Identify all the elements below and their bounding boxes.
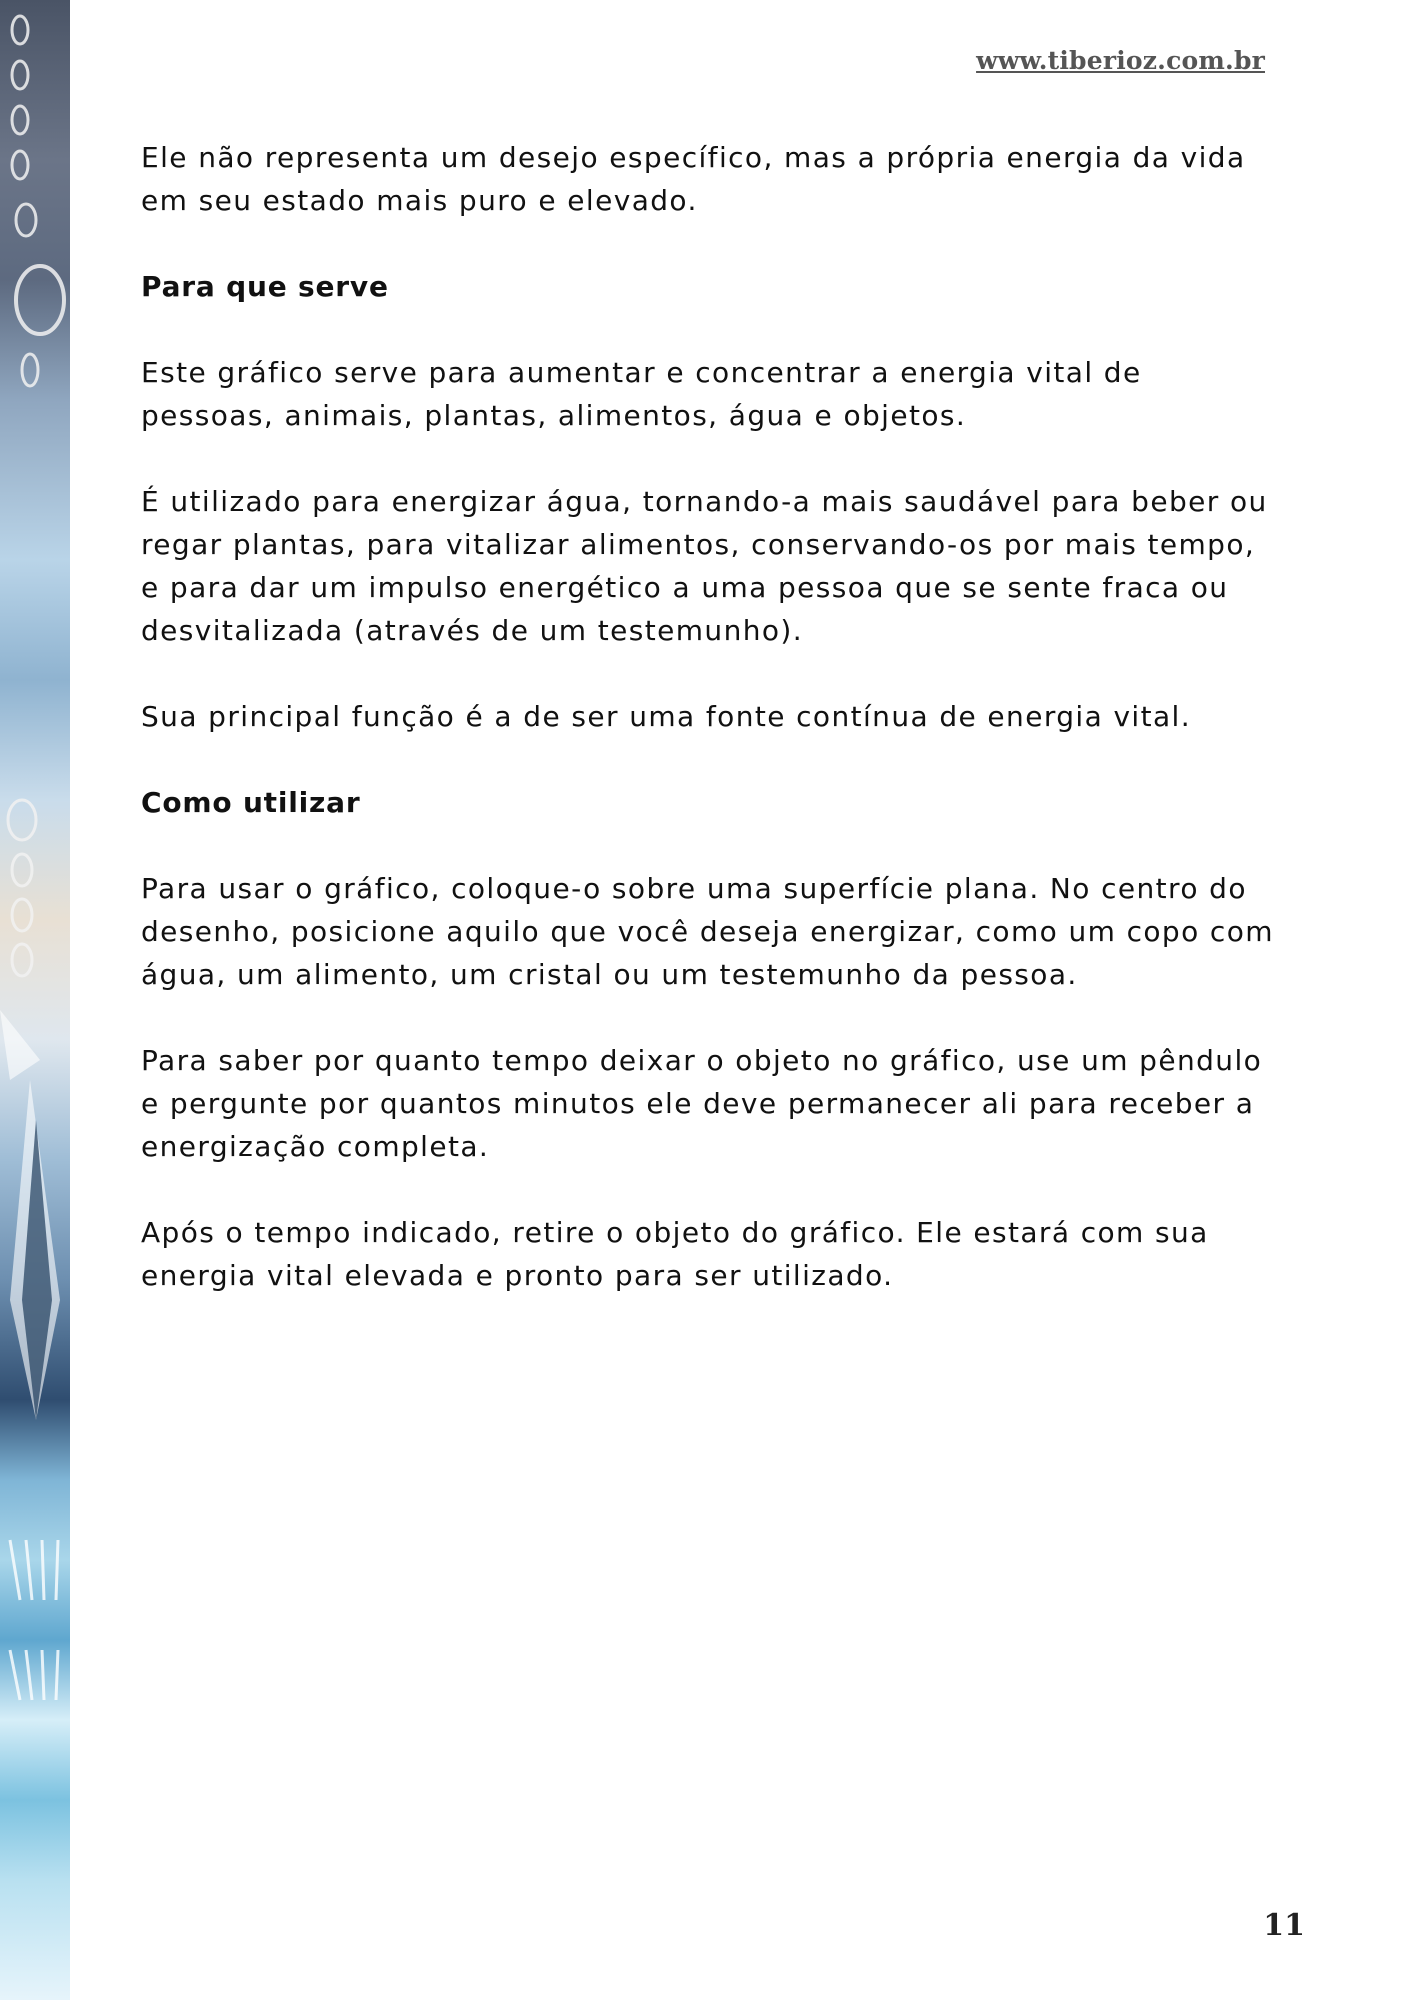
usage-paragraph-1: Para usar o gráfico, coloque-o sobre uma superfície plana. No centro do desenho, posicione aquilo que você deseja energizar, como um copo com água, um alimento, um cristal ou um testemunho da pessoa.	[141, 872, 1274, 991]
decorative-side-banner	[0, 0, 70, 2000]
intro-paragraph: Ele não representa um desejo específico, mas a própria energia da vida em seu estado mais puro e elevado.	[141, 141, 1246, 217]
pendulum-chain-illustration	[0, 0, 70, 2000]
site-url-link[interactable]: www.tiberioz.com.br	[976, 46, 1265, 75]
purpose-paragraph-1: Este gráfico serve para aumentar e concentrar a energia vital de pessoas, animais, plantas, alimentos, água e objetos.	[141, 356, 1142, 432]
usage-paragraph-2: Para saber por quanto tempo deixar o objeto no gráfico, use um pêndulo e pergunte por quantos minutos ele deve permanecer ali para receber a energização completa.	[141, 1044, 1263, 1163]
page-content	[141, 136, 1281, 1297]
purpose-paragraph-2: É utilizado para energizar água, tornando-a mais saudável para beber ou regar plantas, para vitalizar alimentos, conservando-os por mais tempo, e para dar um impulso energético a uma pessoa que se sente fraca ou desvitalizada (através de um testemunho).	[141, 485, 1268, 647]
page-number: 11	[1263, 1908, 1305, 1943]
usage-paragraph-3: Após o tempo indicado, retire o objeto do gráfico. Ele estará com sua energia vital elevada e pronto para ser utilizado.	[141, 1216, 1209, 1292]
purpose-paragraph-3: Sua principal função é a de ser uma fonte contínua de energia vital.	[141, 700, 1192, 733]
section-heading-usage: Como utilizar	[141, 786, 361, 819]
section-heading-purpose: Para que serve	[141, 270, 389, 303]
